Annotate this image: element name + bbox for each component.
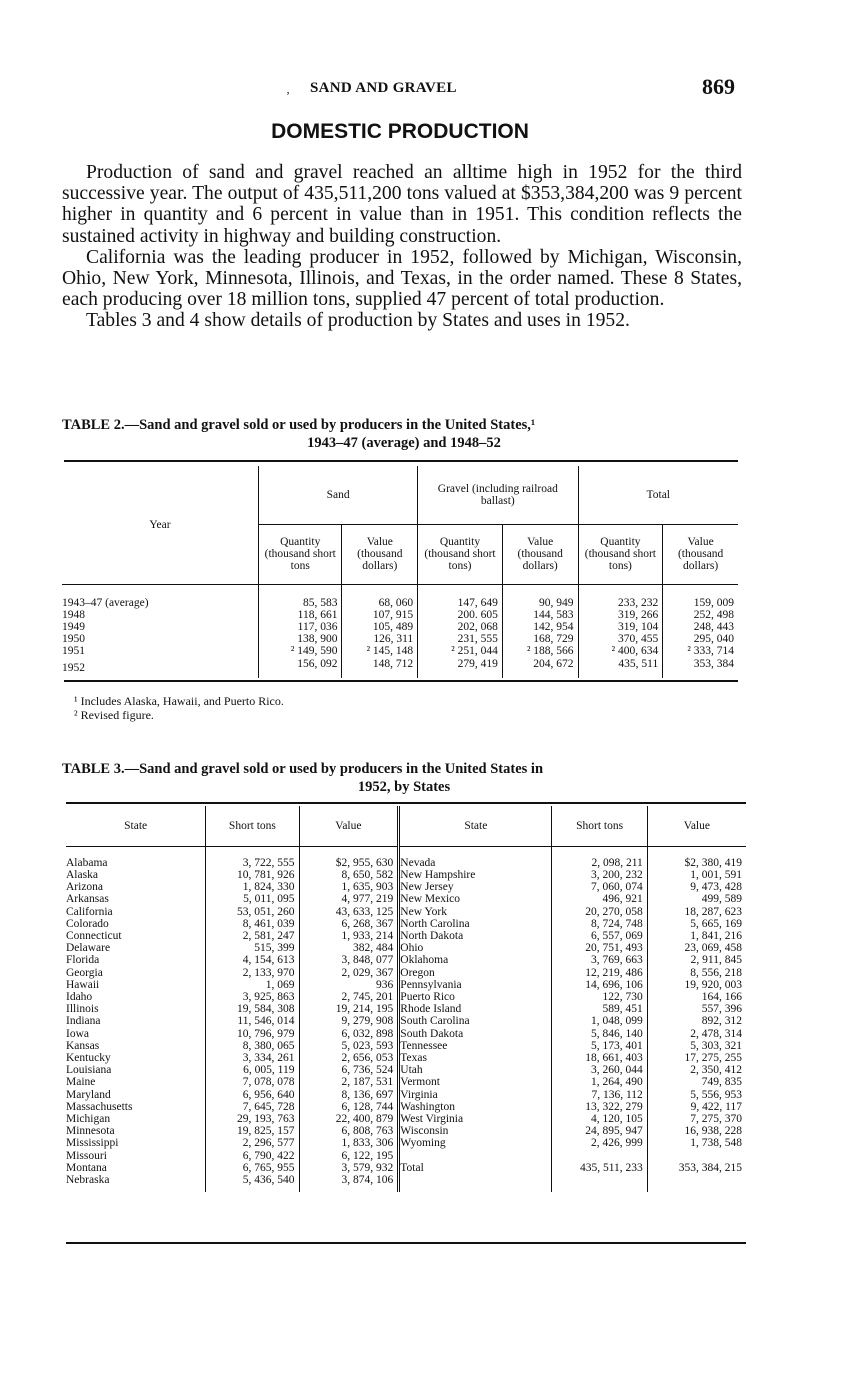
value-cell: 144, 583 bbox=[502, 609, 578, 621]
short-tons-cell: 53, 051, 260 bbox=[206, 906, 299, 918]
short-tons-cell: 515, 399 bbox=[206, 942, 299, 954]
table-row bbox=[66, 967, 746, 979]
short-tons-header: Short tons bbox=[206, 806, 299, 847]
state-cell: Hawaii bbox=[66, 978, 100, 991]
value-cell: ² 333, 714 bbox=[663, 645, 738, 657]
value-cell: 382, 484 bbox=[299, 942, 399, 954]
table-row bbox=[66, 1040, 746, 1052]
short-tons-cell: 20, 751, 493 bbox=[552, 942, 647, 954]
state-cell: Wisconsin bbox=[399, 1125, 552, 1137]
value-cell: 6, 268, 367 bbox=[299, 918, 399, 930]
value-cell: ² 149, 590 bbox=[259, 645, 342, 657]
state-cell: Texas bbox=[399, 1052, 552, 1064]
short-tons-cell: 1, 824, 330 bbox=[206, 881, 299, 893]
state-cell: Colorado bbox=[66, 917, 109, 930]
value-cell: 17, 275, 255 bbox=[647, 1052, 746, 1064]
value-cell: 7, 275, 370 bbox=[647, 1113, 746, 1125]
table-row bbox=[66, 1003, 746, 1015]
short-tons-cell: 29, 193, 763 bbox=[206, 1113, 299, 1125]
value-cell: 4, 977, 219 bbox=[299, 893, 399, 905]
state-cell: Puerto Rico bbox=[399, 991, 552, 1003]
value-cell: 107, 915 bbox=[342, 609, 418, 621]
state-cell: Virginia bbox=[399, 1089, 552, 1101]
sub-header: Value (thousand dollars) bbox=[502, 524, 578, 584]
state-cell: Pennsylvania bbox=[399, 979, 552, 991]
table2-footnotes bbox=[74, 694, 284, 722]
state-cell: Michigan bbox=[66, 1112, 111, 1125]
value-cell: 22, 400, 879 bbox=[299, 1113, 399, 1125]
table3 bbox=[66, 806, 746, 1192]
value-cell: 1, 001, 591 bbox=[647, 869, 746, 881]
value-cell: 142, 954 bbox=[502, 621, 578, 633]
state-cell: Arkansas bbox=[66, 893, 109, 906]
table3-caption bbox=[62, 760, 746, 796]
short-tons-cell: 12, 219, 486 bbox=[552, 967, 647, 979]
table-row bbox=[62, 609, 738, 621]
table-row bbox=[66, 893, 746, 905]
value-cell: 3, 874, 106 bbox=[299, 1174, 399, 1192]
sub-header: Quantity (thousand short tons) bbox=[578, 524, 663, 584]
year-header: Year bbox=[62, 466, 259, 584]
table-row bbox=[62, 621, 738, 633]
sub-header: Quantity (thousand short tons) bbox=[418, 524, 503, 584]
state-cell: Vermont bbox=[399, 1076, 552, 1088]
table3-bottom-rule bbox=[66, 1242, 746, 1244]
short-tons-cell: 7, 060, 074 bbox=[552, 881, 647, 893]
value-cell: 892, 312 bbox=[647, 1015, 746, 1027]
value-cell: 138, 900 bbox=[259, 633, 342, 645]
table-row bbox=[62, 645, 738, 657]
value-cell: 148, 712 bbox=[342, 658, 418, 678]
value-cell: 85, 583 bbox=[259, 584, 342, 609]
short-tons-cell bbox=[552, 1174, 647, 1192]
value-cell: 156, 092 bbox=[259, 658, 342, 678]
short-tons-cell: 19, 584, 308 bbox=[206, 1003, 299, 1015]
state-cell: New Jersey bbox=[399, 881, 552, 893]
value-cell: ² 188, 566 bbox=[502, 645, 578, 657]
value-cell: 1, 635, 903 bbox=[299, 881, 399, 893]
value-cell: 6, 122, 195 bbox=[299, 1150, 399, 1162]
state-cell: Minnesota bbox=[66, 1125, 115, 1138]
value-cell: 319, 266 bbox=[578, 609, 663, 621]
value-cell: 2, 187, 531 bbox=[299, 1076, 399, 1088]
year-cell: 1949 bbox=[62, 620, 85, 633]
state-cell: Washington bbox=[399, 1101, 552, 1113]
table-row bbox=[66, 1076, 746, 1088]
table-row bbox=[66, 1162, 746, 1174]
stray-mark: ‚ bbox=[286, 82, 290, 96]
table-row bbox=[66, 991, 746, 1003]
state-cell: Illinois bbox=[66, 1003, 99, 1016]
state-cell: Alabama bbox=[66, 856, 108, 869]
short-tons-cell: 1, 048, 099 bbox=[552, 1015, 647, 1027]
table2-caption-line1: TABLE 2.—Sand and gravel sold or used by producers in the United States,¹ bbox=[62, 417, 536, 433]
sub-header: Quantity (thousand short tons bbox=[259, 524, 342, 584]
table-row bbox=[66, 930, 746, 942]
value-cell: 5, 665, 169 bbox=[647, 918, 746, 930]
state-cell: Montana bbox=[66, 1161, 107, 1174]
short-tons-cell: 122, 730 bbox=[552, 991, 647, 1003]
short-tons-cell bbox=[552, 1150, 647, 1162]
state-cell: Arizona bbox=[66, 881, 104, 894]
short-tons-cell: 13, 322, 279 bbox=[552, 1101, 647, 1113]
value-cell: 3, 848, 077 bbox=[299, 954, 399, 966]
short-tons-cell: 3, 334, 261 bbox=[206, 1052, 299, 1064]
state-cell: Tennessee bbox=[399, 1040, 552, 1052]
short-tons-cell: 3, 200, 232 bbox=[552, 869, 647, 881]
short-tons-cell: 1, 264, 490 bbox=[552, 1076, 647, 1088]
value-cell: 68, 060 bbox=[342, 584, 418, 609]
value-cell: 5, 303, 321 bbox=[647, 1040, 746, 1052]
value-cell: 43, 633, 125 bbox=[299, 906, 399, 918]
short-tons-cell: 496, 921 bbox=[552, 893, 647, 905]
short-tons-cell: 589, 451 bbox=[552, 1003, 647, 1015]
short-tons-header: Short tons bbox=[552, 806, 647, 847]
value-cell: 2, 478, 314 bbox=[647, 1028, 746, 1040]
value-cell: 9, 473, 428 bbox=[647, 881, 746, 893]
state-header: State bbox=[66, 806, 206, 847]
state-cell: Maryland bbox=[66, 1088, 111, 1101]
short-tons-cell: 6, 557, 069 bbox=[552, 930, 647, 942]
value-cell: 6, 808, 763 bbox=[299, 1125, 399, 1137]
value-cell: 117, 036 bbox=[259, 621, 342, 633]
value-cell: 2, 911, 845 bbox=[647, 954, 746, 966]
table3-top-rule bbox=[66, 802, 746, 804]
state-cell: Kentucky bbox=[66, 1051, 111, 1064]
table-row bbox=[66, 954, 746, 966]
table2-caption bbox=[62, 416, 746, 452]
short-tons-cell: 5, 011, 095 bbox=[206, 893, 299, 905]
state-cell: Louisiana bbox=[66, 1064, 112, 1077]
state-cell: Delaware bbox=[66, 942, 111, 955]
short-tons-cell: 3, 925, 863 bbox=[206, 991, 299, 1003]
table-row bbox=[66, 1137, 746, 1149]
table-row bbox=[66, 1028, 746, 1040]
short-tons-cell: 20, 270, 058 bbox=[552, 906, 647, 918]
value-cell: 8, 556, 218 bbox=[647, 967, 746, 979]
short-tons-cell: 7, 078, 078 bbox=[206, 1076, 299, 1088]
short-tons-cell: 2, 581, 247 bbox=[206, 930, 299, 942]
state-cell: Maine bbox=[66, 1076, 96, 1089]
table-row bbox=[66, 857, 746, 869]
state-cell: North Dakota bbox=[399, 930, 552, 942]
table2-bottom-rule bbox=[64, 680, 738, 682]
value-cell: 252, 498 bbox=[663, 609, 738, 621]
short-tons-cell: 8, 724, 748 bbox=[552, 918, 647, 930]
value-cell: 19, 214, 195 bbox=[299, 1003, 399, 1015]
paragraph: Tables 3 and 4 show details of production by States and uses in 1952. bbox=[86, 310, 630, 332]
value-cell: 16, 938, 228 bbox=[647, 1125, 746, 1137]
value-cell: 1, 833, 306 bbox=[299, 1137, 399, 1149]
value-header: Value bbox=[299, 806, 399, 847]
short-tons-cell: 6, 956, 640 bbox=[206, 1089, 299, 1101]
state-cell: California bbox=[66, 905, 113, 918]
value-cell: 749, 835 bbox=[647, 1076, 746, 1088]
value-cell: 279, 419 bbox=[418, 658, 503, 678]
table-row bbox=[66, 881, 746, 893]
short-tons-cell: 435, 511, 233 bbox=[552, 1162, 647, 1174]
value-cell: 319, 104 bbox=[578, 621, 663, 633]
table-row bbox=[66, 918, 746, 930]
paragraph: California was the leading producer in 1952, followed by Michigan, Wisconsin, Ohio, New York, Minnesota, Illinois, and Texas, in the order named. These 8 States, each producing over 18 million tons, supplied 47 percent of total production. bbox=[62, 246, 742, 311]
state-cell: Nebraska bbox=[66, 1173, 110, 1186]
paragraph: Production of sand and gravel reached an alltime high in 1952 for the third successive year. The output of 435,511,200 tons valued at $353,384,200 was 9 percent higher in quantity and 6 percent in value than in 1951. This condition reflects the sustained activity in highway and building construction. bbox=[62, 162, 742, 247]
state-cell: South Dakota bbox=[399, 1028, 552, 1040]
short-tons-cell: 1, 069 bbox=[206, 979, 299, 991]
sub-header: Value (thousand dollars) bbox=[663, 524, 738, 584]
table-row bbox=[62, 584, 738, 609]
state-cell: West Virginia bbox=[399, 1113, 552, 1125]
value-cell: 9, 279, 908 bbox=[299, 1015, 399, 1027]
short-tons-cell: 7, 136, 112 bbox=[552, 1089, 647, 1101]
state-cell: South Carolina bbox=[399, 1015, 552, 1027]
value-cell: 2, 350, 412 bbox=[647, 1064, 746, 1076]
year-cell: 1948 bbox=[62, 608, 85, 621]
table3-caption-line2: 1952, by States bbox=[357, 779, 451, 795]
state-cell: Utah bbox=[399, 1064, 552, 1076]
table-row bbox=[66, 1089, 746, 1101]
short-tons-cell: 18, 661, 403 bbox=[552, 1052, 647, 1064]
state-cell: Mississippi bbox=[66, 1137, 119, 1150]
state-cell: Oregon bbox=[399, 967, 552, 979]
value-cell: 202, 068 bbox=[418, 621, 503, 633]
short-tons-cell: 6, 790, 422 bbox=[206, 1150, 299, 1162]
value-cell: 248, 443 bbox=[663, 621, 738, 633]
running-title: SAND AND GRAVEL bbox=[310, 80, 457, 96]
state-cell: Oklahoma bbox=[399, 954, 552, 966]
year-cell: 1952 bbox=[62, 661, 85, 674]
short-tons-cell: 5, 436, 540 bbox=[206, 1174, 299, 1192]
value-cell: 6, 032, 898 bbox=[299, 1028, 399, 1040]
value-cell: 8, 136, 697 bbox=[299, 1089, 399, 1101]
value-cell: 18, 287, 623 bbox=[647, 906, 746, 918]
total-header: Total bbox=[578, 466, 738, 524]
value-cell: 8, 650, 582 bbox=[299, 869, 399, 881]
state-cell: Alaska bbox=[66, 868, 98, 881]
table-row bbox=[66, 942, 746, 954]
short-tons-cell: 8, 380, 065 bbox=[206, 1040, 299, 1052]
state-cell: Florida bbox=[66, 954, 100, 967]
table-row bbox=[66, 1064, 746, 1076]
table-row bbox=[62, 633, 738, 645]
short-tons-cell: 24, 895, 947 bbox=[552, 1125, 647, 1137]
short-tons-cell: 2, 426, 999 bbox=[552, 1137, 647, 1149]
short-tons-cell: 6, 005, 119 bbox=[206, 1064, 299, 1076]
value-cell: $2, 380, 419 bbox=[647, 857, 746, 869]
value-cell: 295, 040 bbox=[663, 633, 738, 645]
state-cell bbox=[399, 1150, 552, 1162]
value-cell bbox=[647, 1150, 746, 1162]
state-cell: Total bbox=[399, 1162, 552, 1174]
state-cell: Iowa bbox=[66, 1027, 89, 1040]
value-cell: 3, 579, 932 bbox=[299, 1162, 399, 1174]
value-cell: 353, 384, 215 bbox=[647, 1162, 746, 1174]
table-row bbox=[66, 1125, 746, 1137]
value-cell: 118, 661 bbox=[259, 609, 342, 621]
body-text bbox=[62, 162, 742, 332]
value-cell: 370, 455 bbox=[578, 633, 663, 645]
value-cell: ² 400, 634 bbox=[578, 645, 663, 657]
short-tons-cell: 8, 461, 039 bbox=[206, 918, 299, 930]
state-cell: New Mexico bbox=[399, 893, 552, 905]
table2 bbox=[62, 466, 738, 678]
state-header: State bbox=[399, 806, 552, 847]
state-cell: Rhode Island bbox=[399, 1003, 552, 1015]
state-cell: Wyoming bbox=[399, 1137, 552, 1149]
short-tons-cell: 14, 696, 106 bbox=[552, 979, 647, 991]
short-tons-cell: 19, 825, 157 bbox=[206, 1125, 299, 1137]
value-cell: 147, 649 bbox=[418, 584, 503, 609]
value-cell: 6, 736, 524 bbox=[299, 1064, 399, 1076]
table2-top-rule bbox=[64, 460, 738, 462]
value-cell: 2, 745, 201 bbox=[299, 991, 399, 1003]
value-cell: 204, 672 bbox=[502, 658, 578, 678]
value-cell: 23, 069, 458 bbox=[647, 942, 746, 954]
state-cell: Massachusetts bbox=[66, 1100, 133, 1113]
value-cell: 9, 422, 117 bbox=[647, 1101, 746, 1113]
value-cell: 435, 511 bbox=[578, 658, 663, 678]
state-cell: Missouri bbox=[66, 1149, 107, 1162]
value-cell: $2, 955, 630 bbox=[299, 857, 399, 869]
short-tons-cell: 2, 098, 211 bbox=[552, 857, 647, 869]
year-cell: 1950 bbox=[62, 633, 85, 646]
table-row bbox=[66, 869, 746, 881]
state-cell: Kansas bbox=[66, 1039, 100, 1052]
short-tons-cell: 3, 722, 555 bbox=[206, 857, 299, 869]
state-cell: North Carolina bbox=[399, 918, 552, 930]
gravel-header: Gravel (including railroad ballast) bbox=[418, 466, 578, 524]
short-tons-cell: 3, 260, 044 bbox=[552, 1064, 647, 1076]
short-tons-cell: 10, 781, 926 bbox=[206, 869, 299, 881]
state-cell: Georgia bbox=[66, 966, 103, 979]
value-cell: 19, 920, 003 bbox=[647, 979, 746, 991]
table-row bbox=[66, 1174, 746, 1192]
table-row bbox=[66, 1015, 746, 1027]
value-cell: ² 145, 148 bbox=[342, 645, 418, 657]
value-cell: 159, 009 bbox=[663, 584, 738, 609]
state-cell: Ohio bbox=[399, 942, 552, 954]
short-tons-cell: 7, 645, 728 bbox=[206, 1101, 299, 1113]
state-cell bbox=[399, 1174, 552, 1192]
table-row bbox=[66, 1101, 746, 1113]
table-row bbox=[62, 658, 738, 678]
value-cell: 5, 023, 593 bbox=[299, 1040, 399, 1052]
value-cell: 90, 949 bbox=[502, 584, 578, 609]
short-tons-cell: 2, 296, 577 bbox=[206, 1137, 299, 1149]
sub-header: Value (thousand dollars) bbox=[342, 524, 418, 584]
value-cell: 557, 396 bbox=[647, 1003, 746, 1015]
value-cell: 353, 384 bbox=[663, 658, 738, 678]
year-cell: 1943–47 (average) bbox=[62, 596, 149, 609]
value-cell: 2, 029, 367 bbox=[299, 967, 399, 979]
state-cell: New York bbox=[399, 906, 552, 918]
short-tons-cell: 11, 546, 014 bbox=[206, 1015, 299, 1027]
value-cell: 1, 841, 216 bbox=[647, 930, 746, 942]
short-tons-cell: 4, 120, 105 bbox=[552, 1113, 647, 1125]
value-cell: 1, 933, 214 bbox=[299, 930, 399, 942]
table-row bbox=[66, 906, 746, 918]
page-number: 869 bbox=[702, 74, 735, 99]
short-tons-cell: 6, 765, 955 bbox=[206, 1162, 299, 1174]
section-title: DOMESTIC PRODUCTION bbox=[271, 120, 529, 143]
short-tons-cell: 4, 154, 613 bbox=[206, 954, 299, 966]
short-tons-cell: 5, 846, 140 bbox=[552, 1028, 647, 1040]
state-cell: Nevada bbox=[399, 857, 552, 869]
state-cell: Indiana bbox=[66, 1015, 101, 1028]
value-cell bbox=[647, 1174, 746, 1192]
value-cell: 168, 729 bbox=[502, 633, 578, 645]
value-header: Value bbox=[647, 806, 746, 847]
table-row bbox=[66, 1052, 746, 1064]
value-cell: 233, 232 bbox=[578, 584, 663, 609]
footnote: ¹ Includes Alaska, Hawaii, and Puerto Rico. bbox=[74, 694, 284, 708]
table-row bbox=[66, 979, 746, 991]
value-cell: 200. 605 bbox=[418, 609, 503, 621]
value-cell: 105, 489 bbox=[342, 621, 418, 633]
value-cell: 5, 556, 953 bbox=[647, 1089, 746, 1101]
value-cell: 231, 555 bbox=[418, 633, 503, 645]
value-cell: 164, 166 bbox=[647, 991, 746, 1003]
value-cell: 126, 311 bbox=[342, 633, 418, 645]
short-tons-cell: 2, 133, 970 bbox=[206, 967, 299, 979]
footnote: ² Revised figure. bbox=[74, 708, 154, 722]
table-row bbox=[66, 1113, 746, 1125]
state-cell: New Hampshire bbox=[399, 869, 552, 881]
value-cell: 6, 128, 744 bbox=[299, 1101, 399, 1113]
table-row bbox=[66, 1150, 746, 1162]
short-tons-cell: 10, 796, 979 bbox=[206, 1028, 299, 1040]
table3-caption-line1: TABLE 3.—Sand and gravel sold or used by producers in the United States in bbox=[62, 761, 544, 777]
table2-caption-line2: 1943–47 (average) and 1948–52 bbox=[307, 435, 501, 451]
value-cell: 936 bbox=[299, 979, 399, 991]
sand-header: Sand bbox=[259, 466, 418, 524]
value-cell: 2, 656, 053 bbox=[299, 1052, 399, 1064]
value-cell: 1, 738, 548 bbox=[647, 1137, 746, 1149]
state-cell: Idaho bbox=[66, 990, 93, 1003]
state-cell: Connecticut bbox=[66, 929, 122, 942]
short-tons-cell: 3, 769, 663 bbox=[552, 954, 647, 966]
year-cell: 1951 bbox=[62, 645, 85, 658]
value-cell: ² 251, 044 bbox=[418, 645, 503, 657]
short-tons-cell: 5, 173, 401 bbox=[552, 1040, 647, 1052]
value-cell: 499, 589 bbox=[647, 893, 746, 905]
